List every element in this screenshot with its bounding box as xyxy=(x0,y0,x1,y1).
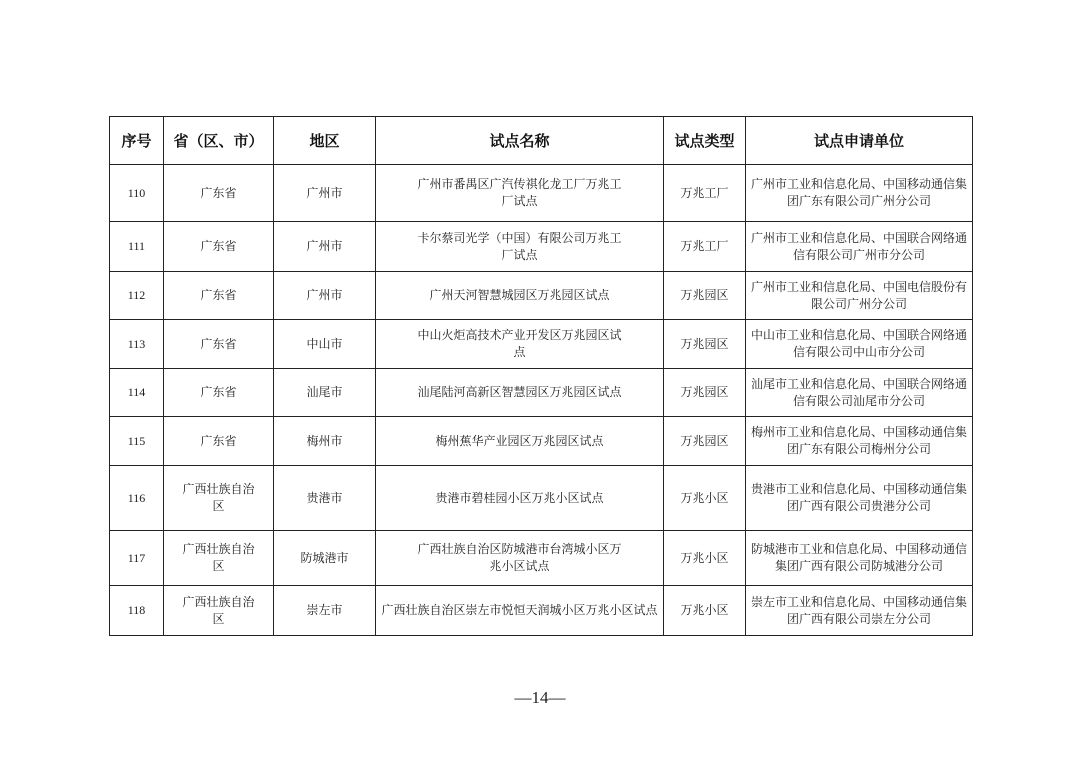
header-index: 序号 xyxy=(110,117,164,165)
cell-pilot-type: 万兆园区 xyxy=(664,369,746,417)
table-row xyxy=(110,369,973,417)
cell-area: 梅州市 xyxy=(274,417,376,466)
header-province: 省（区、市） xyxy=(164,117,274,165)
cell-province: 广东省 xyxy=(164,320,274,369)
cell-pilot-name: 梅州蕉华产业园区万兆园区试点 xyxy=(376,417,664,466)
header-pilot-name: 试点名称 xyxy=(376,117,664,165)
cell-pilot-name: 汕尾陆河高新区智慧园区万兆园区试点 xyxy=(376,369,664,417)
cell-pilot-type: 万兆园区 xyxy=(664,272,746,320)
cell-index: 110 xyxy=(110,165,164,222)
cell-province: 广东省 xyxy=(164,417,274,466)
cell-pilot-name: 广州市番禺区广汽传祺化龙工厂万兆工厂试点 xyxy=(376,165,664,222)
cell-province: 广东省 xyxy=(164,272,274,320)
table-row xyxy=(110,417,973,466)
table-header-row xyxy=(110,117,973,165)
cell-area: 广州市 xyxy=(274,222,376,272)
cell-index: 117 xyxy=(110,531,164,586)
cell-area: 防城港市 xyxy=(274,531,376,586)
cell-index: 114 xyxy=(110,369,164,417)
cell-area: 汕尾市 xyxy=(274,369,376,417)
cell-applicant: 防城港市工业和信息化局、中国移动通信集团广西有限公司防城港分公司 xyxy=(746,531,973,586)
cell-province: 广西壮族自治区 xyxy=(164,531,274,586)
cell-province: 广东省 xyxy=(164,165,274,222)
header-pilot-type: 试点类型 xyxy=(664,117,746,165)
cell-applicant: 汕尾市工业和信息化局、中国联合网络通信有限公司汕尾市分公司 xyxy=(746,369,973,417)
cell-area: 贵港市 xyxy=(274,466,376,531)
cell-area: 广州市 xyxy=(274,165,376,222)
cell-area: 广州市 xyxy=(274,272,376,320)
table-row xyxy=(110,272,973,320)
cell-province: 广西壮族自治区 xyxy=(164,466,274,531)
cell-pilot-type: 万兆小区 xyxy=(664,466,746,531)
table-row xyxy=(110,531,973,586)
cell-area: 中山市 xyxy=(274,320,376,369)
cell-pilot-name: 广州天河智慧城园区万兆园区试点 xyxy=(376,272,664,320)
cell-province: 广东省 xyxy=(164,222,274,272)
cell-applicant: 广州市工业和信息化局、中国联合网络通信有限公司广州市分公司 xyxy=(746,222,973,272)
cell-pilot-name: 卡尔蔡司光学（中国）有限公司万兆工厂试点 xyxy=(376,222,664,272)
cell-applicant: 崇左市工业和信息化局、中国移动通信集团广西有限公司崇左分公司 xyxy=(746,586,973,636)
cell-pilot-name: 贵港市碧桂园小区万兆小区试点 xyxy=(376,466,664,531)
cell-index: 118 xyxy=(110,586,164,636)
table-row xyxy=(110,320,973,369)
cell-pilot-type: 万兆工厂 xyxy=(664,165,746,222)
pilot-table xyxy=(109,116,973,636)
table-row xyxy=(110,586,973,636)
cell-applicant: 贵港市工业和信息化局、中国移动通信集团广西有限公司贵港分公司 xyxy=(746,466,973,531)
cell-pilot-type: 万兆园区 xyxy=(664,417,746,466)
cell-pilot-type: 万兆小区 xyxy=(664,586,746,636)
cell-applicant: 中山市工业和信息化局、中国联合网络通信有限公司中山市分公司 xyxy=(746,320,973,369)
header-area: 地区 xyxy=(274,117,376,165)
table-row xyxy=(110,165,973,222)
cell-pilot-name: 广西壮族自治区防城港市台湾城小区万兆小区试点 xyxy=(376,531,664,586)
cell-applicant: 广州市工业和信息化局、中国移动通信集团广东有限公司广州分公司 xyxy=(746,165,973,222)
header-applicant: 试点申请单位 xyxy=(746,117,973,165)
cell-area: 崇左市 xyxy=(274,586,376,636)
page-number: —14— xyxy=(514,688,566,707)
cell-pilot-name: 中山火炬高技术产业开发区万兆园区试点 xyxy=(376,320,664,369)
cell-index: 115 xyxy=(110,417,164,466)
cell-index: 111 xyxy=(110,222,164,272)
table-row xyxy=(110,466,973,531)
cell-pilot-type: 万兆工厂 xyxy=(664,222,746,272)
cell-pilot-type: 万兆小区 xyxy=(664,531,746,586)
table-row xyxy=(110,222,973,272)
cell-pilot-type: 万兆园区 xyxy=(664,320,746,369)
cell-index: 113 xyxy=(110,320,164,369)
cell-province: 广东省 xyxy=(164,369,274,417)
cell-index: 116 xyxy=(110,466,164,531)
cell-index: 112 xyxy=(110,272,164,320)
cell-applicant: 广州市工业和信息化局、中国电信股份有限公司广州分公司 xyxy=(746,272,973,320)
cell-applicant: 梅州市工业和信息化局、中国移动通信集团广东有限公司梅州分公司 xyxy=(746,417,973,466)
cell-pilot-name: 广西壮族自治区崇左市悦恒天润城小区万兆小区试点 xyxy=(376,586,664,636)
cell-province: 广西壮族自治区 xyxy=(164,586,274,636)
